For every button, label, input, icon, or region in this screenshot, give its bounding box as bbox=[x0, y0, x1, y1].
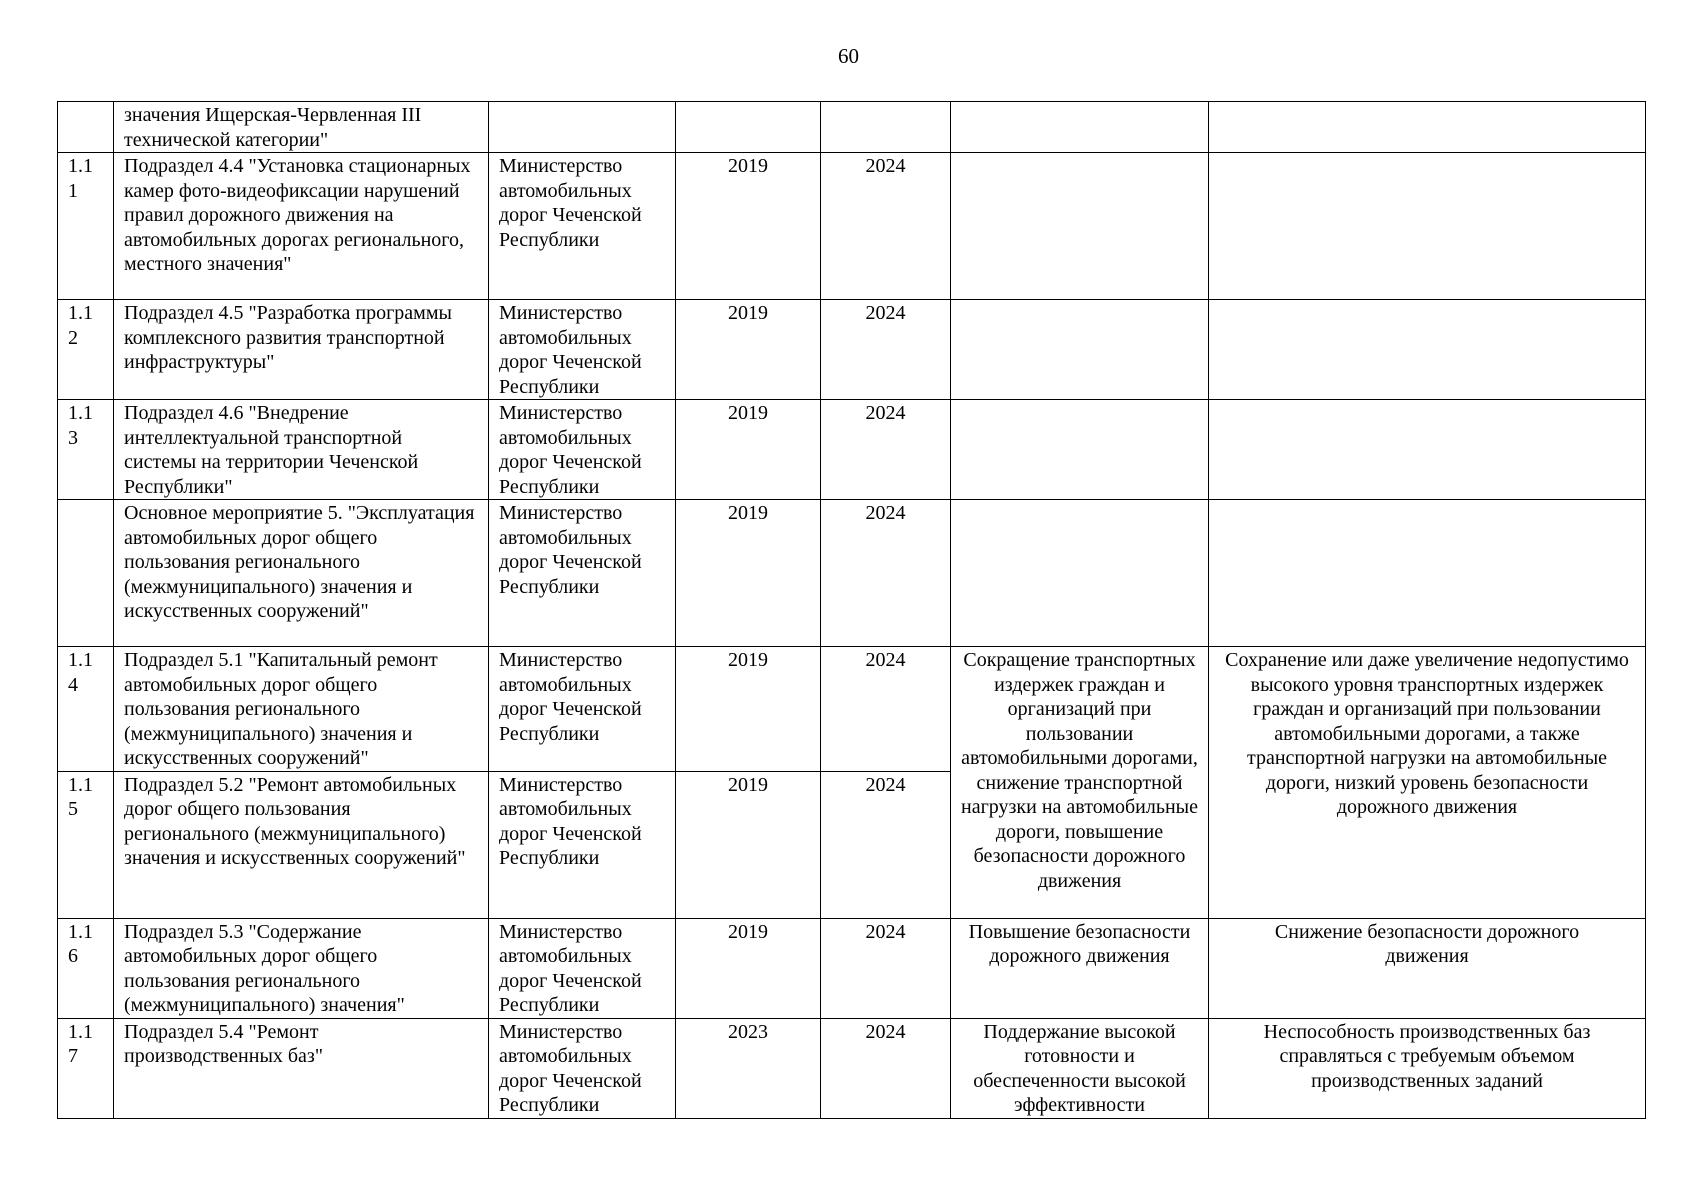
measure-name: Подраздел 5.4 "Ремонт производственных баз" bbox=[114, 1018, 489, 1118]
row-number bbox=[58, 1018, 114, 1118]
row-number-text: 1.1 6 bbox=[68, 920, 93, 967]
non-implementation-consequence bbox=[1209, 153, 1646, 300]
row-number bbox=[58, 400, 114, 500]
end-year: 2024 bbox=[821, 771, 951, 918]
start-year: 2019 bbox=[676, 918, 821, 1018]
row-number bbox=[58, 300, 114, 400]
row-number bbox=[58, 771, 114, 918]
responsible-executor: Министерство автомобильных дорог Чеченской Республики bbox=[489, 500, 676, 647]
responsible-executor bbox=[489, 102, 676, 153]
measure-name: значения Ищерская-Червленная III технической категории" bbox=[114, 102, 489, 153]
expected-result: Повышение безопасности дорожного движения bbox=[951, 918, 1209, 1018]
non-implementation-consequence: Сохранение или даже увеличение недопустимо высокого уровня транспортных издержек граждан и организаций при пользовании автомобильными дорогами, а также транспортной нагрузки на автомобильные дороги, низкий уровень безопасности дорожного движения bbox=[1209, 647, 1646, 919]
responsible-executor: Министерство автомобильных дорог Чеченской Республики bbox=[489, 918, 676, 1018]
end-year: 2024 bbox=[821, 1018, 951, 1118]
responsible-executor: Министерство автомобильных дорог Чеченской Республики bbox=[489, 647, 676, 772]
non-implementation-consequence: Снижение безопасности дорожного движения bbox=[1209, 918, 1646, 1018]
start-year: 2019 bbox=[676, 647, 821, 772]
responsible-executor: Министерство автомобильных дорог Чеченской Республики bbox=[489, 400, 676, 500]
end-year: 2024 bbox=[821, 300, 951, 400]
end-year: 2024 bbox=[821, 153, 951, 300]
measure-name: Подраздел 5.1 "Капитальный ремонт автомобильных дорог общего пользования регионального (межмуниципального) значения и искусственных сооружений" bbox=[114, 647, 489, 772]
table-row bbox=[58, 918, 1646, 1018]
start-year bbox=[676, 102, 821, 153]
start-year: 2019 bbox=[676, 500, 821, 647]
expected-result bbox=[951, 153, 1209, 300]
page-number: 60 bbox=[838, 44, 859, 68]
responsible-executor: Министерство автомобильных дорог Чеченской Республики bbox=[489, 153, 676, 300]
responsible-executor: Министерство автомобильных дорог Чеченской Республики bbox=[489, 771, 676, 918]
non-implementation-consequence bbox=[1209, 500, 1646, 647]
non-implementation-consequence bbox=[1209, 300, 1646, 400]
expected-result bbox=[951, 300, 1209, 400]
measure-name: Основное мероприятие 5. "Эксплуатация автомобильных дорог общего пользования регионального (межмуниципального) значения и искусственных сооружений" bbox=[114, 500, 489, 647]
expected-result bbox=[951, 102, 1209, 153]
measure-name: Подраздел 5.3 "Содержание автомобильных дорог общего пользования регионального (межмуниципального) значения" bbox=[114, 918, 489, 1018]
responsible-executor: Министерство автомобильных дорог Чеченской Республики bbox=[489, 1018, 676, 1118]
end-year: 2024 bbox=[821, 400, 951, 500]
table-row bbox=[58, 500, 1646, 647]
row-number bbox=[58, 102, 114, 153]
end-year: 2024 bbox=[821, 500, 951, 647]
row-number-text: 1.1 3 bbox=[68, 402, 93, 449]
start-year: 2019 bbox=[676, 153, 821, 300]
expected-result bbox=[951, 500, 1209, 647]
expected-result: Поддержание высокой готовности и обеспеченности высокой эффективности bbox=[951, 1018, 1209, 1118]
row-number bbox=[58, 918, 114, 1018]
measure-name: Подраздел 4.5 "Разработка программы комплексного развития транспортной инфраструктуры" bbox=[114, 300, 489, 400]
non-implementation-consequence: Неспособность производственных баз справляться с требуемым объемом производственных заданий bbox=[1209, 1018, 1646, 1118]
table-row bbox=[58, 1018, 1646, 1118]
row-number bbox=[58, 153, 114, 300]
measure-name: Подраздел 4.4 "Установка стационарных камер фото-видеофиксации нарушений правил дорожного движения на автомобильных дорогах регионального, местного значения" bbox=[114, 153, 489, 300]
start-year: 2019 bbox=[676, 300, 821, 400]
end-year bbox=[821, 102, 951, 153]
table-row bbox=[58, 102, 1646, 153]
end-year: 2024 bbox=[821, 918, 951, 1018]
measure-name: Подраздел 5.2 "Ремонт автомобильных дорог общего пользования регионального (межмуниципального) значения и искусственных сооружений" bbox=[114, 771, 489, 918]
non-implementation-consequence bbox=[1209, 400, 1646, 500]
expected-result: Сокращение транспортных издержек граждан и организаций при пользовании автомобильными дорогами, снижение транспортной нагрузки на автомобильные дороги, повышение безопасности дорожного движения bbox=[951, 647, 1209, 919]
row-number-text: 1.1 7 bbox=[68, 1020, 93, 1067]
measure-name: Подраздел 4.6 "Внедрение интеллектуальной транспортной системы на территории Чеченской Республики" bbox=[114, 400, 489, 500]
table-row bbox=[58, 400, 1646, 500]
end-year: 2024 bbox=[821, 647, 951, 772]
start-year: 2019 bbox=[676, 771, 821, 918]
table-row bbox=[58, 300, 1646, 400]
expected-result bbox=[951, 400, 1209, 500]
row-number-text: 1.1 5 bbox=[68, 773, 93, 820]
row-number bbox=[58, 647, 114, 772]
row-number-text: 1.1 2 bbox=[68, 302, 93, 349]
non-implementation-consequence bbox=[1209, 102, 1646, 153]
row-number-text: 1.1 1 bbox=[68, 155, 93, 202]
row-number-text: 1.1 4 bbox=[68, 649, 93, 696]
table-row bbox=[58, 647, 1646, 772]
start-year: 2019 bbox=[676, 400, 821, 500]
start-year: 2023 bbox=[676, 1018, 821, 1118]
responsible-executor: Министерство автомобильных дорог Чеченской Республики bbox=[489, 300, 676, 400]
row-number bbox=[58, 500, 114, 647]
table-row bbox=[58, 153, 1646, 300]
program-measures-table bbox=[57, 101, 1646, 1119]
